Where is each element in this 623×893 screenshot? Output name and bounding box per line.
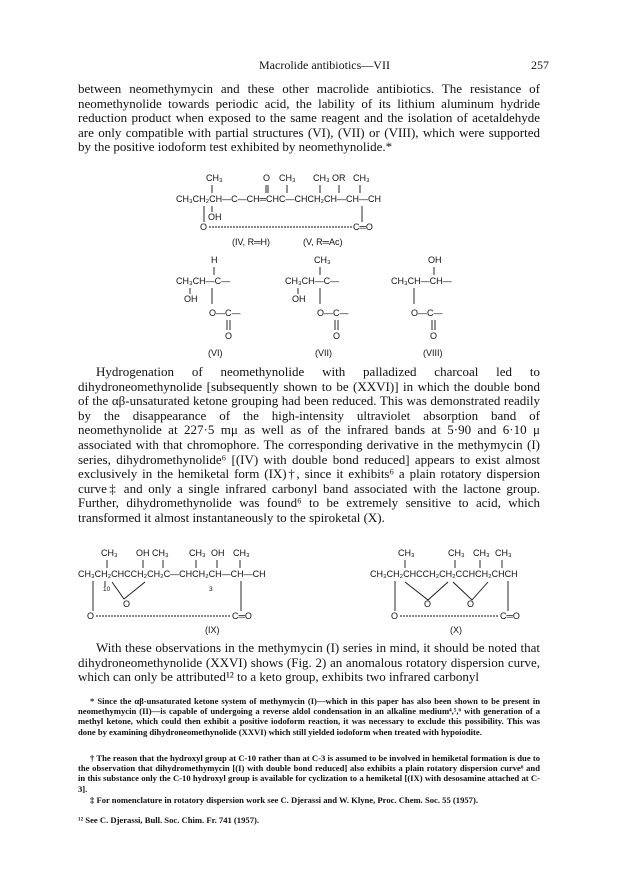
structure-ix — [78, 548, 266, 635]
vii-carbonyl-o: O — [333, 331, 341, 341]
vi-top: H — [211, 255, 218, 265]
paragraph-hydrogenation: Hydrogenation of neomethynolide with palladized charcoal led to dihydroneomethynolide [subsequently shown to be (XXVI)] in which the double bond of the αβ-unsaturated ketone grouping had been reduced. This was demonstrated readily by the disappearance of the high-intensity ultraviolet absorption band of neomethynolide at 227·5 mμ as well as of the infrared bands at 5·90 and 6·10 μ associated with that chromophore. The corresponding derivative in the methymycin (I) series, dihydromethynolide⁶ [(IV) with double bond reduced] appears to exist almost exclusively in the hemiketal form (IX)†, since it exhibits⁶ a plain rotatory dispersion curve‡ and only a single infrared carbonyl band associated with the lactone group. Further, dihydromethynolide was found⁶ to be extremely sensitive to acid, which transformed it almost instantaneously to the spiroketal (X). — [78, 364, 540, 525]
x-chain: CH₃CH₂CHCCH₂CH₂CCHCH₂CHCH — [370, 569, 518, 579]
structure-x — [370, 548, 520, 635]
top-sub-1: CH₃ — [206, 173, 223, 183]
label-viii: (VIII) — [423, 348, 443, 358]
vi-oh: OH — [184, 294, 198, 304]
running-title: Macrolide antibiotics—VII — [259, 58, 390, 72]
page-number: 257 — [531, 58, 549, 72]
viii-carbonyl-o: O — [430, 331, 438, 341]
label-vi: (VI) — [208, 348, 223, 358]
viii-lower: O—C— — [411, 308, 443, 318]
ix-ring-o: O — [87, 611, 95, 621]
structure-vii — [285, 255, 349, 358]
footnote-ref-12: ¹² See C. Djerassi, Bull. Soc. Chim. Fr. 741 (1957). — [78, 815, 259, 825]
ix-sub-5: CH₃ — [233, 548, 250, 558]
footnote-star: * Since the αβ-unsaturated ketone system of methymycin (I)—which in this paper has also been shown to be present in neomethymycin (II)—is capable of undergoing a reverse aldol condensation in an alkaline medium⁴,⁵,⁶ with generation of a methyl ketone, which could then exhibit a positive iodoform reaction, it was necessary to exclude this possibility. This was done by examining dihydroneomethynolide (XXVI) which still yielded iodoform when treated with hypoiodite. — [78, 696, 540, 737]
label-v: (V, R═Ac) — [303, 237, 343, 247]
ix-sub-2: OH CH₃ — [136, 548, 169, 558]
structure-iv-v — [176, 173, 381, 247]
top-sub-2: O — [263, 173, 271, 183]
label-vii: (VII) — [315, 348, 332, 358]
top-ring-o: O — [200, 222, 208, 232]
vii-chain: CH₃CH—C— — [285, 276, 340, 286]
ix-sub-4: OH — [211, 548, 225, 558]
top-oh: OH — [208, 212, 222, 222]
label-ix: (IX) — [205, 625, 220, 635]
viii-chain: CH₃CH—CH— — [391, 276, 452, 286]
footnote-double-dagger: ‡ For nomenclature in rotatory dispersion work see C. Djerassi and W. Klyne, Proc. Chem. Soc. 55 (1957). — [90, 795, 478, 805]
x-lactone: C═O — [500, 611, 520, 621]
x-sub-2: CH₃ — [448, 548, 465, 558]
label-iv: (IV, R═H) — [232, 237, 271, 247]
structure-vi — [176, 255, 241, 358]
structure-viii — [391, 255, 452, 358]
x-sub-3: CH₃ — [473, 548, 490, 558]
paragraph-observations: With these observations in the methymycin (I) series in mind, it should be noted that dihydroneomethynolide (XXVI) shows (Fig. 2) an anomalous rotatory dispersion curve, which can only be attributed¹² to a keto group, exhibits two infrared carbonyl — [78, 640, 540, 685]
top-lactone: C═O — [353, 222, 373, 232]
top-sub-6: CH₃ — [353, 173, 370, 183]
ix-sub-1: CH₃ — [101, 548, 118, 558]
top-sub-3: CH₃ — [279, 173, 296, 183]
vii-top: CH₃ — [314, 255, 331, 265]
ix-lactone: C═O — [232, 611, 252, 621]
x-ring-o: O — [391, 611, 399, 621]
vii-oh: OH — [292, 294, 306, 304]
top-sub-5: OR — [332, 173, 346, 183]
x-o2: O — [467, 599, 475, 609]
ix-pos10: 10 — [103, 586, 111, 593]
vi-chain: CH₃CH—C— — [176, 276, 231, 286]
ix-o-left: O — [123, 599, 131, 609]
ix-sub-3: CH₃ — [189, 548, 206, 558]
footnote-dagger: † The reason that the hydroxyl group at C-10 rather than at C-3 is assumed to be involved in hemiketal formation is due to the observation that dihydromethymycin [(I) with double bond reduced] also exhibits a plain rotatory dispersion curve⁶ and in this substance only the C-10 hydroxyl group is available for cyclization to a hemiketal [(IX) with desosamine attached at C-3]. — [78, 753, 540, 794]
x-o1: O — [424, 599, 432, 609]
x-sub-4: CH₃ — [495, 548, 512, 558]
x-sub-1: CH₃ — [398, 548, 415, 558]
top-chain: CH₃CH₂CH—C—CH═CHC—CHCH₂CH—CH—CH — [176, 194, 382, 204]
paragraph-intro: between neomethymycin and these other macrolide antibiotics. The resistance of neomethynolide towards periodic acid, the lability of its lithium aluminum hydride reduction product when exposed to the same reagent and the isolation of acetaldehyde are only compatible with partial structures (VI), (VII) or (VIII), which were supported by the positive iodoform test exhibited by neomethynolide.* — [78, 81, 540, 155]
ix-chain: CH₃CH₂CHCCH₂CH₂C—CHCH₂CH—CH—CH — [78, 569, 266, 579]
label-x: (X) — [450, 625, 462, 635]
ix-pos3: 3 — [209, 586, 213, 593]
viii-top: OH — [428, 255, 442, 265]
vi-lower: O—C— — [209, 308, 241, 318]
top-sub-4: CH₃ — [313, 173, 330, 183]
vi-carbonyl-o: O — [225, 331, 233, 341]
vii-lower: O—C— — [317, 308, 349, 318]
